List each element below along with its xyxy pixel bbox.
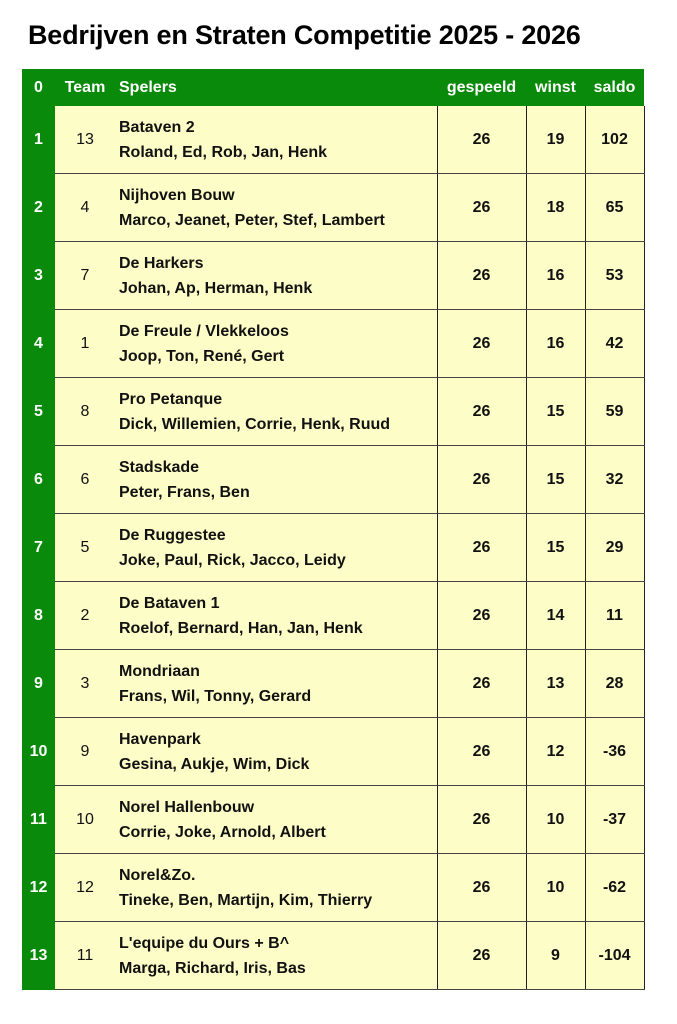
saldo-cell: 29 — [585, 514, 644, 582]
gespeeld-cell: 26 — [437, 786, 526, 854]
table-row — [22, 106, 644, 174]
table-row — [22, 582, 644, 650]
spelers-cell — [115, 378, 437, 446]
gespeeld-cell: 26 — [437, 378, 526, 446]
team-players: Marco, Jeanet, Peter, Stef, Lambert — [119, 211, 385, 229]
saldo-cell: 28 — [585, 650, 644, 718]
standings-table — [22, 69, 645, 990]
rank-cell: 1 — [22, 106, 55, 174]
team-name: De Ruggestee — [119, 526, 226, 544]
spelers-cell — [115, 106, 437, 174]
rank-cell: 8 — [22, 582, 55, 650]
team-number-cell: 10 — [55, 786, 115, 854]
rank-cell: 9 — [22, 650, 55, 718]
table-row — [22, 786, 644, 854]
header-team: Team — [55, 69, 115, 106]
table-row — [22, 854, 644, 922]
spelers-cell — [115, 786, 437, 854]
team-players: Joke, Paul, Rick, Jacco, Leidy — [119, 551, 346, 569]
team-players: Marga, Richard, Iris, Bas — [119, 959, 306, 977]
team-name: De Harkers — [119, 254, 204, 272]
rank-cell: 3 — [22, 242, 55, 310]
saldo-cell: 53 — [585, 242, 644, 310]
team-name: Nijhoven Bouw — [119, 186, 235, 204]
header-rank: 0 — [22, 69, 55, 106]
spelers-cell — [115, 854, 437, 922]
spelers-cell — [115, 446, 437, 514]
team-number-cell: 4 — [55, 174, 115, 242]
winst-cell: 15 — [526, 514, 585, 582]
rank-cell: 5 — [22, 378, 55, 446]
header-winst: winst — [526, 69, 585, 106]
team-name: Havenpark — [119, 730, 201, 748]
gespeeld-cell: 26 — [437, 854, 526, 922]
rank-cell: 10 — [22, 718, 55, 786]
team-number-cell: 12 — [55, 854, 115, 922]
team-name: De Bataven 1 — [119, 594, 220, 612]
winst-cell: 16 — [526, 310, 585, 378]
team-players: Gesina, Aukje, Wim, Dick — [119, 755, 310, 773]
team-players: Roland, Ed, Rob, Jan, Henk — [119, 143, 328, 161]
gespeeld-cell: 26 — [437, 582, 526, 650]
table-row — [22, 650, 644, 718]
team-number-cell: 11 — [55, 922, 115, 990]
table-row — [22, 174, 644, 242]
winst-cell: 18 — [526, 174, 585, 242]
winst-cell: 16 — [526, 242, 585, 310]
spelers-cell — [115, 718, 437, 786]
saldo-cell: 102 — [585, 106, 644, 174]
winst-cell: 19 — [526, 106, 585, 174]
rank-cell: 7 — [22, 514, 55, 582]
team-name: Norel Hallenbouw — [119, 798, 255, 816]
table-row — [22, 378, 644, 446]
team-number-cell: 3 — [55, 650, 115, 718]
gespeeld-cell: 26 — [437, 242, 526, 310]
winst-cell: 14 — [526, 582, 585, 650]
team-players: Peter, Frans, Ben — [119, 483, 250, 501]
spelers-cell — [115, 922, 437, 990]
rank-cell: 4 — [22, 310, 55, 378]
team-players: Johan, Ap, Herman, Henk — [119, 279, 313, 297]
saldo-cell: 59 — [585, 378, 644, 446]
team-name: Norel&Zo. — [119, 866, 196, 884]
gespeeld-cell: 26 — [437, 922, 526, 990]
team-number-cell: 1 — [55, 310, 115, 378]
saldo-cell: -62 — [585, 854, 644, 922]
team-number-cell: 13 — [55, 106, 115, 174]
winst-cell: 12 — [526, 718, 585, 786]
team-players: Tineke, Ben, Martijn, Kim, Thierry — [119, 891, 373, 909]
spelers-cell — [115, 650, 437, 718]
gespeeld-cell: 26 — [437, 310, 526, 378]
rank-cell: 13 — [22, 922, 55, 990]
saldo-cell: 42 — [585, 310, 644, 378]
table-row — [22, 922, 644, 990]
winst-cell: 10 — [526, 786, 585, 854]
team-number-cell: 7 — [55, 242, 115, 310]
table-row — [22, 514, 644, 582]
gespeeld-cell: 26 — [437, 514, 526, 582]
header-spelers: Spelers — [115, 69, 437, 106]
team-name: Bataven 2 — [119, 118, 195, 136]
standings-body — [22, 106, 644, 990]
team-number-cell: 5 — [55, 514, 115, 582]
saldo-cell: -36 — [585, 718, 644, 786]
winst-cell: 15 — [526, 378, 585, 446]
team-number-cell: 2 — [55, 582, 115, 650]
team-players: Roelof, Bernard, Han, Jan, Henk — [119, 619, 363, 637]
gespeeld-cell: 26 — [437, 650, 526, 718]
gespeeld-cell: 26 — [437, 106, 526, 174]
winst-cell: 10 — [526, 854, 585, 922]
winst-cell: 15 — [526, 446, 585, 514]
team-players: Joop, Ton, René, Gert — [119, 347, 285, 365]
saldo-cell: 11 — [585, 582, 644, 650]
winst-cell: 13 — [526, 650, 585, 718]
team-name: De Freule / Vlekkeloos — [119, 322, 289, 340]
saldo-cell: -104 — [585, 922, 644, 990]
header-saldo: saldo — [585, 69, 644, 106]
rank-cell: 6 — [22, 446, 55, 514]
rank-cell: 2 — [22, 174, 55, 242]
team-number-cell: 9 — [55, 718, 115, 786]
header-gespeeld: gespeeld — [437, 69, 526, 106]
saldo-cell: 32 — [585, 446, 644, 514]
winst-cell: 9 — [526, 922, 585, 990]
team-number-cell: 6 — [55, 446, 115, 514]
table-row — [22, 242, 644, 310]
gespeeld-cell: 26 — [437, 174, 526, 242]
spelers-cell — [115, 174, 437, 242]
team-name: Pro Petanque — [119, 390, 223, 408]
rank-cell: 12 — [22, 854, 55, 922]
gespeeld-cell: 26 — [437, 446, 526, 514]
spelers-cell — [115, 582, 437, 650]
team-players: Frans, Wil, Tonny, Gerard — [119, 687, 312, 705]
team-name: L'equipe du Ours + B^ — [119, 934, 290, 952]
spelers-cell — [115, 514, 437, 582]
table-row — [22, 310, 644, 378]
saldo-cell: 65 — [585, 174, 644, 242]
gespeeld-cell: 26 — [437, 718, 526, 786]
spelers-cell — [115, 242, 437, 310]
team-name: Mondriaan — [119, 662, 200, 680]
table-row — [22, 446, 644, 514]
saldo-cell: -37 — [585, 786, 644, 854]
table-row — [22, 718, 644, 786]
rank-cell: 11 — [22, 786, 55, 854]
team-number-cell: 8 — [55, 378, 115, 446]
header-row — [22, 69, 644, 106]
team-players: Dick, Willemien, Corrie, Henk, Ruud — [119, 415, 391, 433]
team-players: Corrie, Joke, Arnold, Albert — [119, 823, 326, 841]
spelers-cell — [115, 310, 437, 378]
team-name: Stadskade — [119, 458, 200, 476]
page-title: Bedrijven en Straten Competitie 2025 - 2026 — [28, 20, 581, 50]
